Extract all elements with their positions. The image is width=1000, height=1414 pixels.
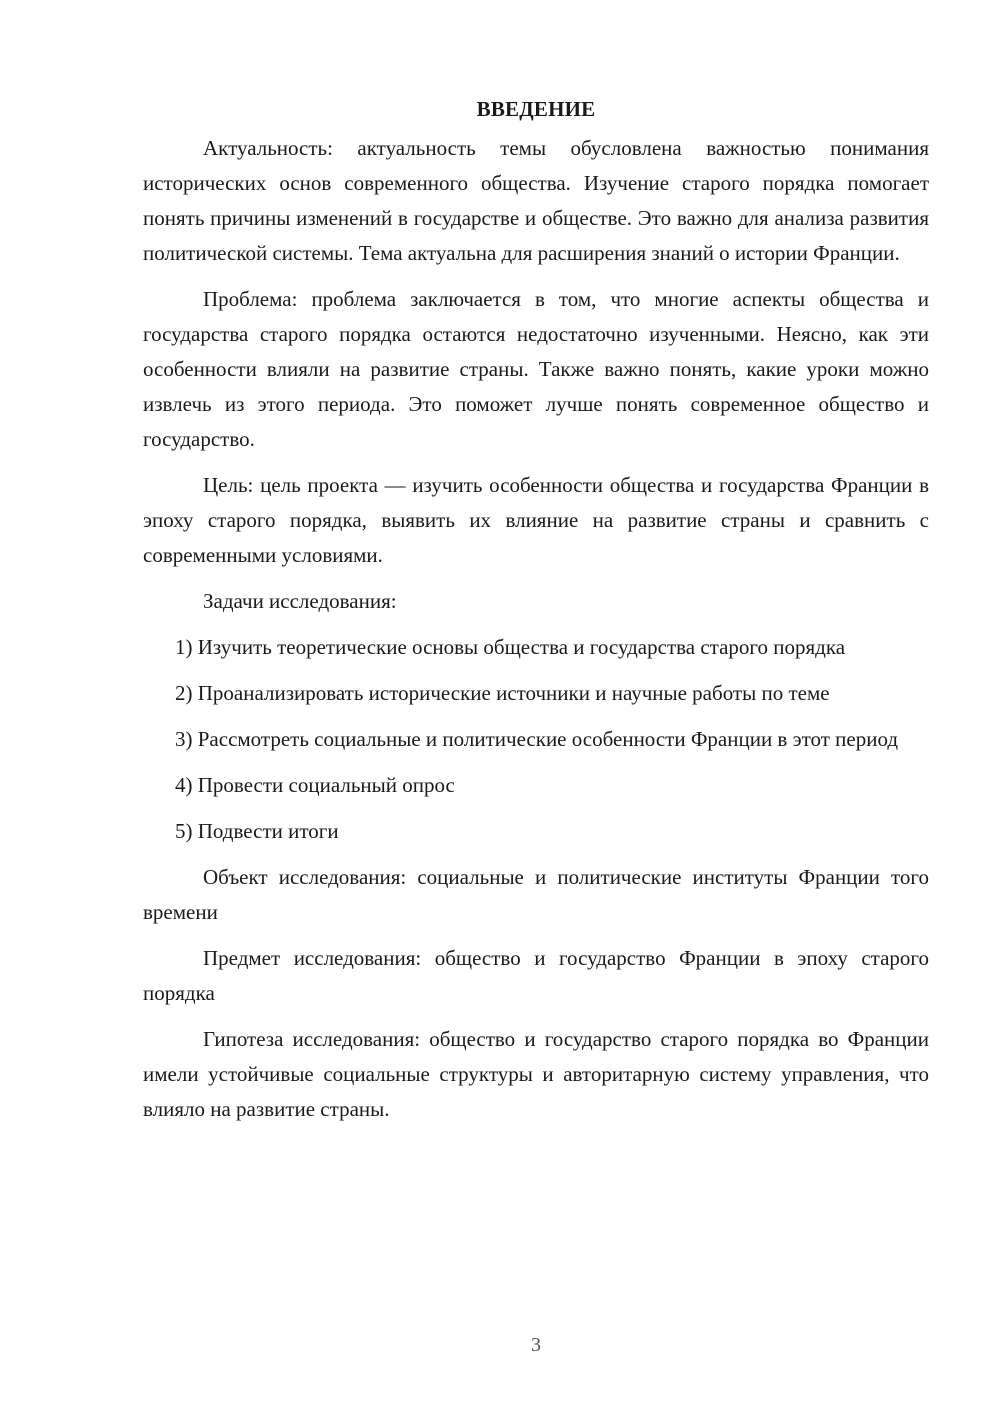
task-item-3: 3) Рассмотреть социальные и политические особенности Франции в этот период <box>175 727 899 751</box>
object-paragraph: Объект исследования: социальные и политические институты Франции того времени <box>143 865 929 924</box>
task-item-5: 5) Подвести итоги <box>175 819 339 843</box>
problem-paragraph: Проблема: проблема заключается в том, что многие аспекты общества и государства старого порядка остаются недостаточно изученными. Неясно, как эти особенности влияли на развитие страны. Также важно понять, какие уроки можно извлечь из этого периода. Это поможет лучше понять современное общество и государство. <box>143 287 929 451</box>
goal-paragraph: Цель: цель проекта — изучить особенности общества и государства Франции в эпоху старого порядка, выявить их влияние на развитие страны и сравнить с современными условиями. <box>143 473 929 567</box>
page-content <box>143 92 929 1127</box>
page-number: 3 <box>531 1334 541 1356</box>
tasks-heading: Задачи исследования: <box>203 589 397 613</box>
relevance-paragraph: Актуальность: актуальность темы обусловлена важностью понимания исторических основ современного общества. Изучение старого порядка помогает понять причины изменений в государстве и обществе. Это важно для анализа развития политической системы. Тема актуальна для расширения знаний о истории Франции. <box>143 136 929 265</box>
task-item-2: 2) Проанализировать исторические источники и научные работы по теме <box>175 681 830 705</box>
subject-paragraph: Предмет исследования: общество и государство Франции в эпоху старого порядка <box>143 946 929 1005</box>
section-title: ВВЕДЕНИЕ <box>476 97 596 121</box>
hypothesis-paragraph: Гипотеза исследования: общество и государство старого порядка во Франции имели устойчивые социальные структуры и авторитарную систему управления, что влияло на развитие страны. <box>143 1027 929 1121</box>
task-item-4: 4) Провести социальный опрос <box>175 773 455 797</box>
task-item-1: 1) Изучить теоретические основы общества и государства старого порядка <box>175 635 846 659</box>
